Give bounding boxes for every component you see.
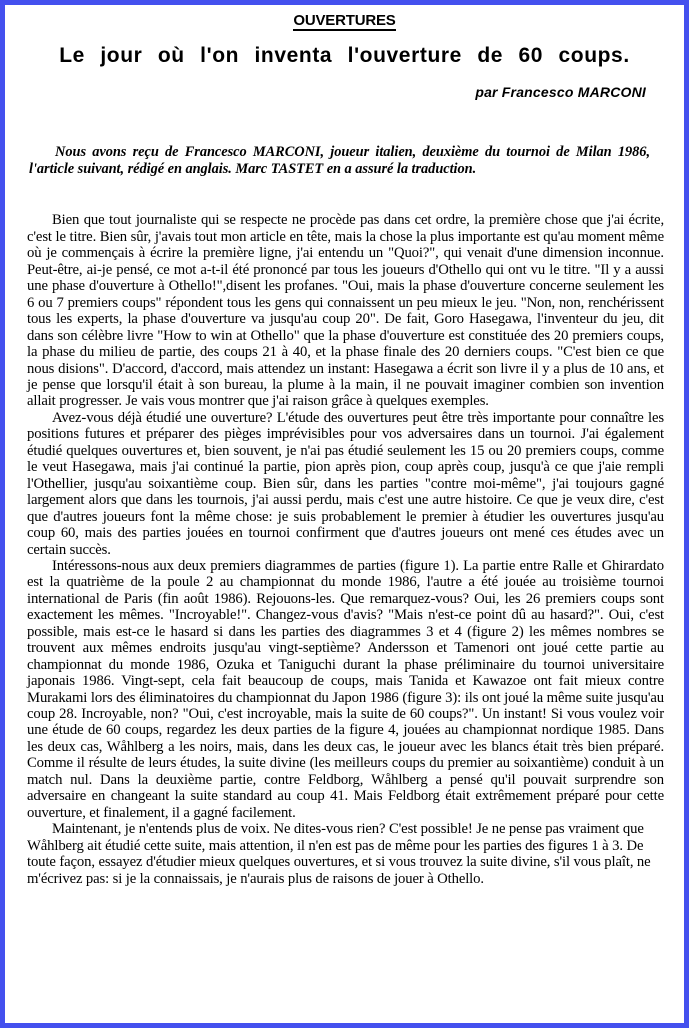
body-paragraph: Maintenant, je n'entends plus de voix. Ne dites-vous rien? C'est possible! Je ne pense pas vraiment que Wåhlberg ait étudié cette suite, mais attention, il n'en est pas de même pour les parties des figures 1 à 3. De toute façon, essayez d'étudier mieux quelques ouvertures, et si vous trouvez la suite divine, s'il vous plaît, ne m'écrivez pas: si je la connaissais, je n'aurais plus de raisons de jouer à Othello. <box>27 821 651 887</box>
body-paragraph: Bien que tout journaliste qui se respecte ne procède pas dans cet ordre, la première chose que j'ai écrite, c'est le titre. Bien sûr, j'avais tout mon article en tête, mais la chose la plus importante est qu'au moment même où je commençais à écrire la première ligne, j'ai entendu un "Quoi?", qui venait d'une dimension inconnue. Peut-être, ai-je pensé, ce mot a-t-il été prononcé par tous les joueurs d'Othello qui ont vu le titre. "Il y a aussi une phase d'ouverture à Othello!",disent les profanes. "Oui, mais la phase d'ouverture concerne seulement les 6 ou 7 premiers coups" répondent tous les gens qui connaissent un peu mieux le jeu. "Non, non, renchérissent tous les experts, la phase d'ouverture va jusqu'au coup 20". De fait, Goro Hasegawa, l'inventeur du jeu, dit dans son célèbre livre "How to win at Othello" que la phase d'ouverture est constituée des 20 premiers coups, la phase du milieu de partie, des coups 21 à 40, et la phase finale des 20 derniers coups. "C'est bien ce que nous disions". D'accord, d'accord, mais attendez un instant: Hasegawa a écrit son livre il y a plus de 10 ans, et je pense que lorsqu'il était à son bureau, la plume à la main, il ne pouvait imaginer combien son invention allait progresser. Je vais vous montrer que j'ai raison grâce à quelques exemples. <box>27 212 664 410</box>
page-title: Le jour où l'on inventa l'ouverture de 60 coups. <box>59 44 630 68</box>
editorial-note: Nous avons reçu de Francesco MARCONI, joueur italien, deuxième du tournoi de Milan 1986, l'article suivant, rédigé en anglais. Marc TASTET en a assuré la traduction. <box>29 144 650 178</box>
document-content <box>5 5 684 1023</box>
masthead-title: OUVERTURES <box>293 12 395 31</box>
masthead <box>21 12 668 31</box>
article-body <box>27 212 668 887</box>
body-paragraph: Avez-vous déjà étudié une ouverture? L'étude des ouvertures peut être très importante pour connaître les positions futures et préparer des pièges imprévisibles pour vos adversaires dans un tournoi. J'ai également étudié quelques ouvertures et, bien souvent, je n'ai pas étudié seulement les 15 ou 20 premiers coups, comme le veut Hasegawa, mais j'ai continué la partie, pion après pion, coup après coup, jusqu'à ce que j'aie rempli l'Othellier, jusqu'au soixantième coup. Bien sûr, dans les parties "contre moi-même", j'ai toujours gagné largement alors que dans les tournois, j'ai aussi perdu, mais c'est une autre histoire. Ce que je veux dire, c'est que d'autres joueurs font la même chose: je suis probablement le premier à étudier les ouvertures jusqu'au coup 60, mais des parties jouées en tournoi confirment que d'autres joueurs ont mené ces études avec un certain succès. <box>27 409 664 558</box>
byline-author: par Francesco MARCONI <box>475 84 646 101</box>
body-paragraph: Intéressons-nous aux deux premiers diagrammes de parties (figure 1). La partie entre Ralle et Ghirardato est la quatrième de la poule 2 au championnat du monde 1986, l'autre a été jouée au troisième tournoi international de Paris (fin août 1986). Rejouons-les. Que remarquez-vous? Oui, les 26 premiers coups sont exactement les mêmes. "Incroyable!". Changez-vous d'avis? "Mais n'est-ce point dû au hasard?". Oui, c'est possible, mais est-ce le hasard si dans les parties des diagrammes 3 et 4 (figure 2) les mêmes nombres se trouvent aux mêmes endroits jusqu'au vingt-septième? Andersson et Tamenori ont joué cette partie au championnat du monde 1986, Ozuka et Taniguchi durant la phase préliminaire du tournoi universitaire japonais 1986. Vingt-sept, cela fait beaucoup de coups, mais Tanida et Kawazoe ont fait mieux contre Murakami lors des éliminatoires du championnat du Japon 1986 (figure 3): ils ont joué la même suite jusqu'au coup 28. Incroyable, non? "Oui, c'est incroyable, mais la suite de 60 coups?". Un instant! Si vous voulez voir une étude de 60 coups, regardez les deux parties de la figure 4, jouées au championnat nordique 1985. Dans les deux cas, Wåhlberg a les noirs, mais, dans les deux cas, le joueur avec les blancs était très bien préparé. Comme il résulte de leurs études, la suite divine (les meilleurs coups du premier au soixantième) conduit à un match nul. Dans la deuxième partie, contre Feldborg, Wåhlberg a pensé qu'il pouvait surprendre son adversaire en changeant la suite standard au coup 41. Mais Feldborg était extrêmement préparé pour cette ouverture, et finalement, il a gagné facilement. <box>27 557 664 821</box>
